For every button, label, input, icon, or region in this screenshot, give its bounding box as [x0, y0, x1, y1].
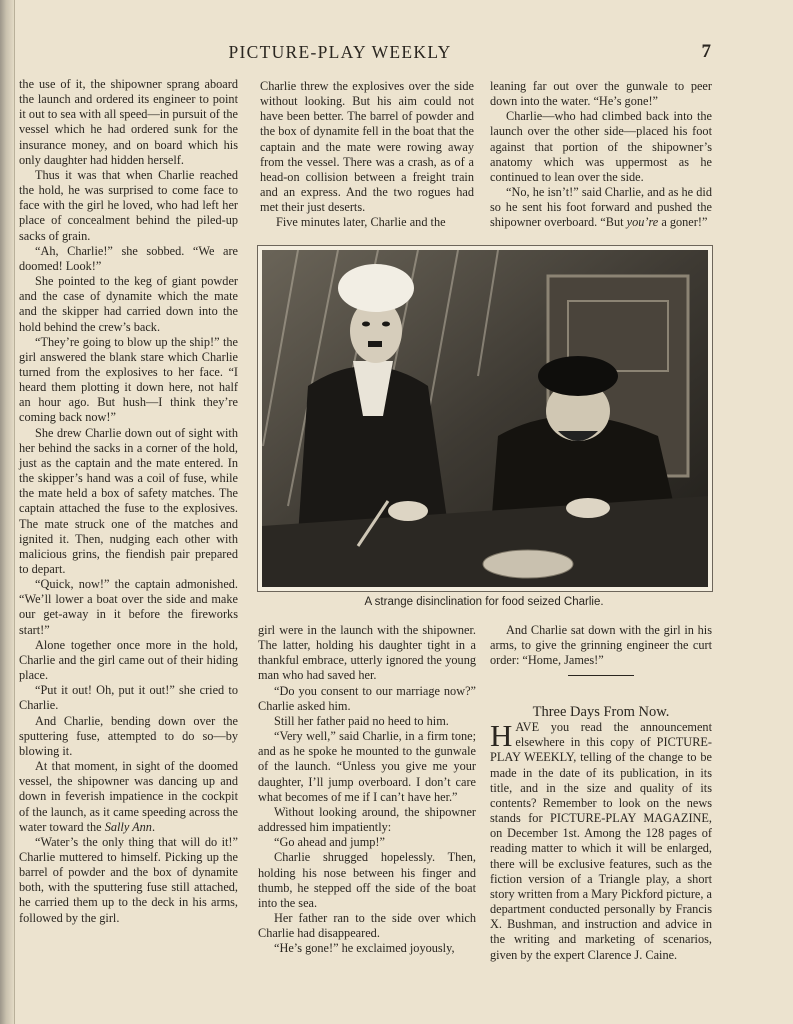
paragraph: “Very well,” said Charlie, in a firm tone; and as he spoke he mounted to the gunwale of the launch. “Unless you give me your daughter, I’ll jump overboard. I don’t care what becomes of me if I can’t have her.” — [258, 729, 476, 804]
paragraph: “He’s gone!” he exclaimed joyously, — [274, 941, 455, 956]
paragraph-text: a goner!” — [658, 215, 708, 230]
paragraph-text: “No, he isn’t!” said Charlie, and as he did so he sent his foot forward and pushed the shipowner overboard. “But — [490, 185, 712, 230]
photo-caption: A strange disinclination for food seized Charlie. — [364, 596, 604, 608]
paragraph: And Charlie, bending down over the sputtering fuse, attempted to do so—by blowing it. — [19, 713, 238, 758]
article-column-middle-continued — [258, 623, 476, 956]
drop-cap: H — [490, 718, 513, 754]
paragraph-text: At that moment, in sight of the doomed vessel, the shipowner was dancing up and down in feverish impatience in the cockpit of the launch, as it came speeding across the water toward the — [19, 759, 238, 834]
announcement-box — [490, 705, 712, 963]
paragraph: “Do you consent to our marriage now?” Charlie asked him. — [258, 683, 476, 713]
announcement-body — [490, 720, 712, 963]
hand — [388, 501, 428, 521]
ship-name: Sally Ann — [104, 819, 152, 834]
page-binding-edge — [0, 0, 15, 1024]
paragraph — [490, 185, 712, 230]
paragraph: Charlie—who had climbed back into the launch over the other side—placed his foot against that portion of the shipowner’s anatomy which was uppermost as he continued to lean over the side. — [490, 109, 712, 184]
film-still-illustration — [258, 246, 712, 591]
paragraph: Charlie shrugged hopelessly. Then, holding his nose between his finger and thumb, he stepped off the side of the boat into the sea. — [258, 850, 476, 910]
paragraph: She drew Charlie down out of sight with her behind the sacks in a corner of the hold, just as the captain and the mate entered. In the skipper’s hand was a coil of fuse, while the mate held a box of safety matches. The captain attached the fuse to the explosives. The mate struck one of the matches and ignited it. Then, nudging each other with malicious grins, the fiendish pair prepared to depart. — [19, 425, 238, 576]
paragraph: “Water’s the only thing that will do it!” Charlie muttered to himself. Picking up the barrel of powder and the box of dynamite both, with the sputtering fuse still attached, he carried them up to the deck in his arms, followed by the girl. — [19, 834, 238, 925]
paragraph: She pointed to the keg of giant powder and the case of dynamite which the mate and the skipper had carried down into the hold behind the crew’s back. — [19, 274, 238, 334]
paragraph: Thus it was that when Charlie reached the hold, he was surprised to come face to face with the girl he loved, who had left her place of concealment behind the piled-up sacks of grain. — [19, 167, 238, 243]
paragraph: Alone together once more in the hold, Charlie and the girl came out of their hiding place. — [19, 637, 238, 683]
paragraph: Her father ran to the side over which Charlie had disappeared. — [258, 910, 476, 941]
plate — [483, 550, 573, 578]
page-header — [0, 42, 793, 66]
paragraph: Without looking around, the shipowner addressed him impatiently: — [258, 804, 476, 835]
article-column-middle — [260, 79, 474, 231]
paragraph: “Put it out! Oh, put it out!” she cried to Charlie. — [19, 683, 238, 713]
emphasis: you’re — [626, 215, 659, 230]
film-still-photo — [257, 245, 713, 592]
article-column-left — [19, 77, 238, 926]
paragraph: Still her father paid no heed to him. — [274, 713, 449, 728]
paragraph: girl were in the launch with the shipowner. The latter, holding his daughter tight in a thankful embrace, utterly ignored the young man who had saved her. — [258, 623, 476, 683]
paragraph: “Go ahead and jump!” — [274, 835, 385, 850]
article-column-right-continued — [490, 623, 712, 668]
paragraph: Five minutes later, Charlie and the — [276, 215, 446, 230]
article-column-right — [490, 79, 712, 231]
hand — [566, 498, 610, 518]
paragraph — [19, 759, 238, 835]
announcement-text: AVE you read the announcement elsewhere in this copy of PICTURE-PLAY WEEKLY, telling of the change to be made in the date of its publication, in its title, and in the size and quality of its contents? Remember to look on the news stands for PICTURE-PLAY MAGAZINE, on December 1st. Among the 128 pages of reading matter to which it will be enlarged, there will be exclusive features, such as the fiction version of a Triangle play, a short story written from a Mary Pickford picture, a department conducted personally by Francis X. Bushman, and instruction and advice in the writing and marketing of scenarios, given by the expert Clarence J. Caine. — [490, 720, 712, 962]
paragraph: Charlie threw the explosives over the side without looking. But his aim could not have been better. The barrel of powder and the box of dynamite fell in the boat that the captain and the mate were rowing away from the vessel. There was a crash, as of a head-on collision between a freight train and an express. And the two rogues had met their just deserts. — [260, 79, 474, 215]
section-divider — [568, 675, 634, 676]
page-number: 7 — [701, 41, 711, 62]
paragraph: “They’re going to blow up the ship!” the girl answered the blank stare which Charlie turned from the explosives to her face. “I heard them plotting it down here, not half an hour ago. But hush—I think they’re coming back now!” — [19, 334, 238, 425]
paragraph-text: . — [151, 819, 156, 834]
paragraph: the use of it, the shipowner sprang aboard the launch and ordered its engineer to point it out to sea with all speed—in pursuit of the vessel which he had ordered sunk for the insurance money, and on board which his only daughter had hidden herself. — [19, 77, 238, 167]
paragraph: And Charlie sat down with the girl in his arms, to give the grinning engineer the curt order: “Home, James!” — [490, 623, 712, 668]
announcement-heading: Three Days From Now. — [532, 704, 670, 720]
paragraph: leaning far out over the gunwale to peer down into the water. “He’s gone!” — [490, 79, 712, 109]
paragraph: “Ah, Charlie!” she sobbed. “We are doomed! Look!” — [19, 243, 238, 273]
paragraph: “Quick, now!” the captain admonished. “We’ll lower a boat over the side and make our get-away in it before the fireworks start!” — [19, 577, 238, 637]
running-title: PICTURE-PLAY WEEKLY — [228, 42, 452, 62]
